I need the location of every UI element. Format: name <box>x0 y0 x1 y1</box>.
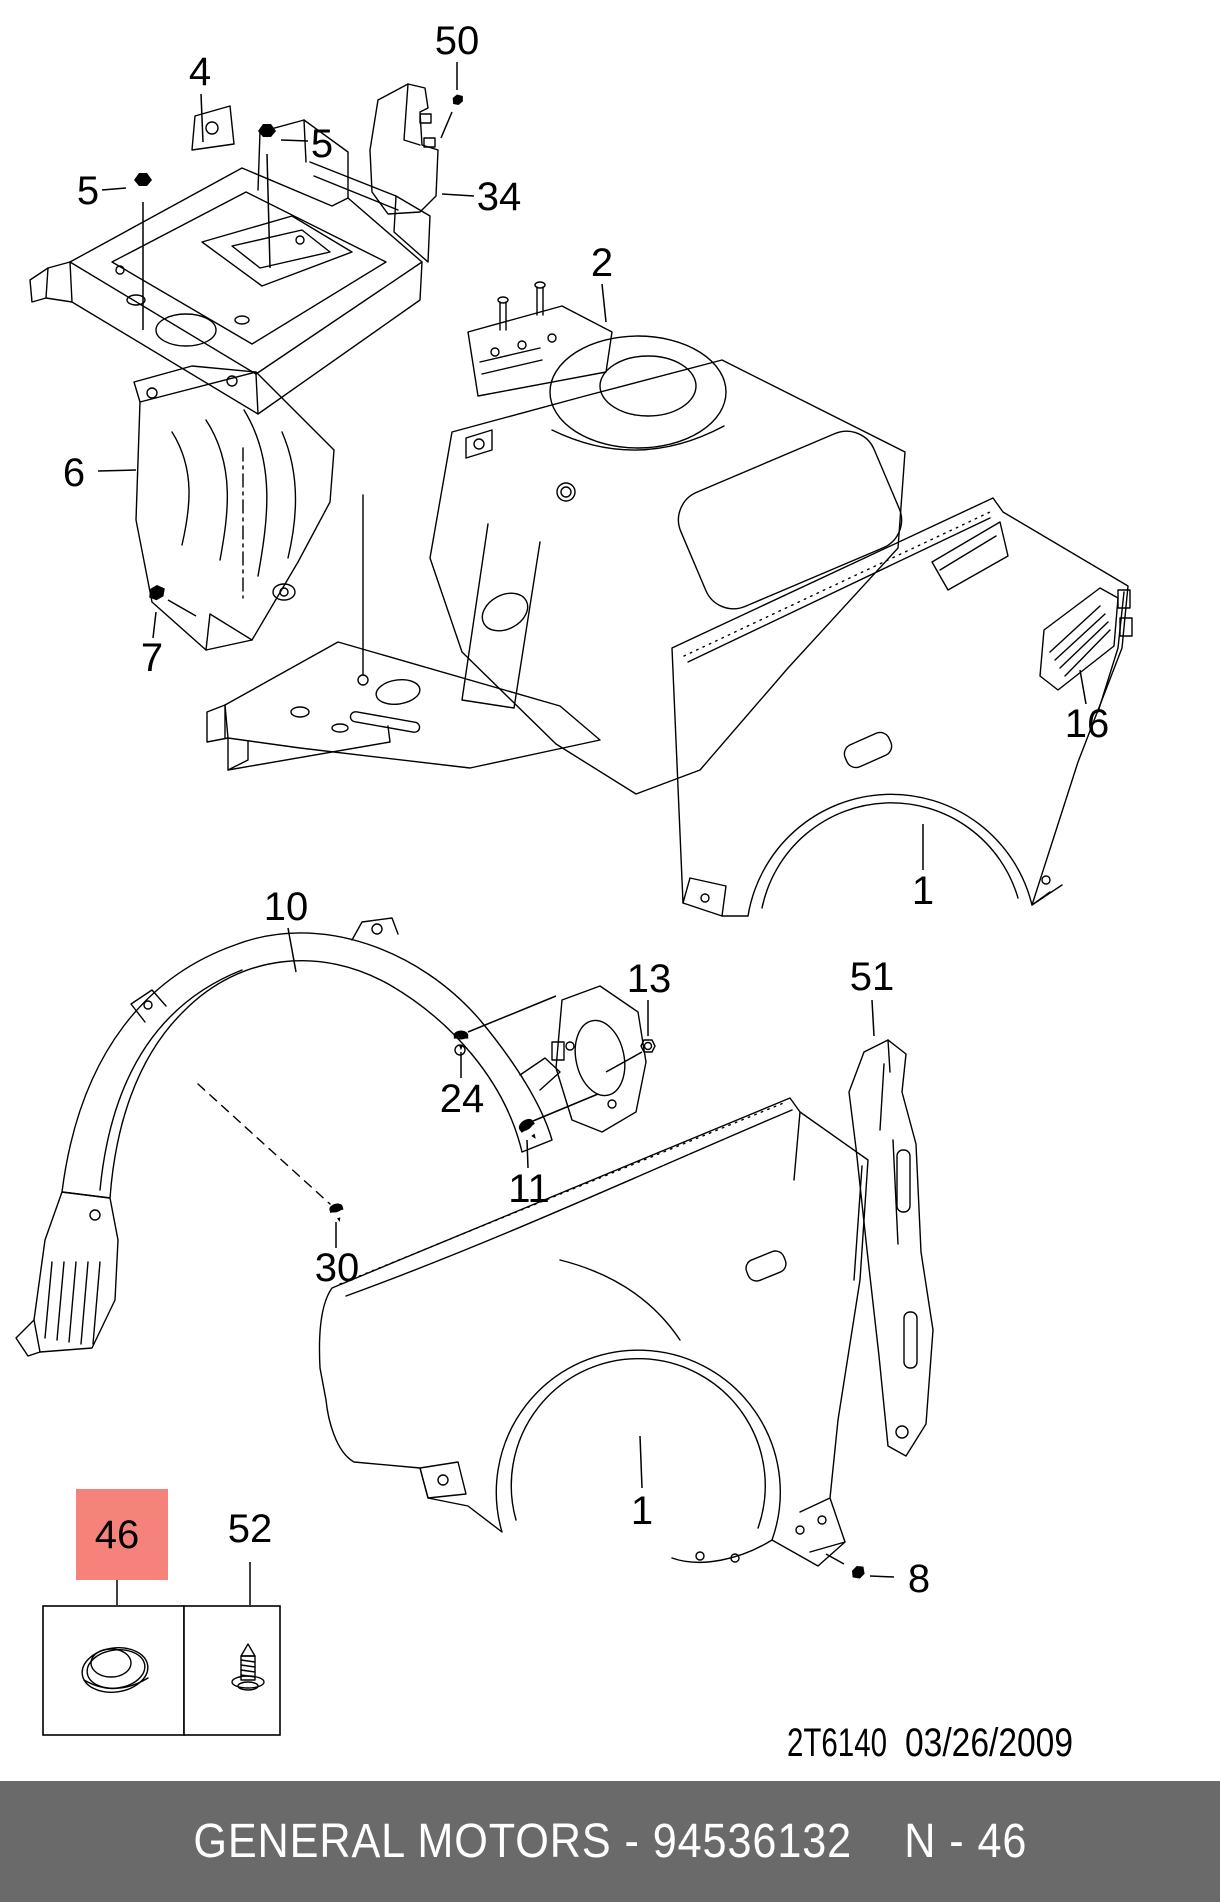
callout-51[interactable]: 51 <box>849 955 895 999</box>
screw-11-icon <box>517 1116 543 1143</box>
callout-2[interactable]: 2 <box>590 241 614 285</box>
callout-7[interactable]: 7 <box>140 636 164 680</box>
vent-grille-16-drawing <box>1040 588 1118 690</box>
fender-upper-drawing <box>672 498 1132 916</box>
sheet-date: 03/26/2009 <box>905 1721 1073 1765</box>
callout-52[interactable]: 52 <box>227 1507 273 1551</box>
screw-50-icon <box>450 92 473 116</box>
callout-labels <box>63 19 1109 1601</box>
legend-table <box>43 1606 280 1735</box>
liner-bracket-drawing <box>552 986 646 1132</box>
callout-50[interactable]: 50 <box>434 19 480 63</box>
callout-6[interactable]: 6 <box>62 451 86 495</box>
sheet-info <box>787 1721 1073 1765</box>
callout-13[interactable]: 13 <box>626 957 672 1001</box>
wheel-liner-10-drawing <box>16 918 560 1356</box>
legend-cell-46[interactable] <box>43 1606 184 1735</box>
bolt-7-icon <box>146 582 176 616</box>
callout-5-right[interactable]: 5 <box>310 122 334 166</box>
callout-1-lower[interactable]: 1 <box>630 1489 654 1533</box>
callout-16[interactable]: 16 <box>1064 702 1110 746</box>
callout-24[interactable]: 24 <box>439 1077 485 1121</box>
callout-4[interactable]: 4 <box>188 50 212 94</box>
footer-page-ref: N - 46 <box>903 1815 1028 1868</box>
screw-30-icon <box>328 1202 346 1224</box>
callout-46[interactable]: 46 <box>94 1513 140 1557</box>
callout-1-upper[interactable]: 1 <box>911 869 935 913</box>
callout-30[interactable]: 30 <box>314 1246 360 1290</box>
bolt-5-right-icon <box>258 124 276 153</box>
leader-lines <box>98 62 1086 1605</box>
footer-text <box>193 1814 1027 1869</box>
fender-lower-drawing <box>320 1098 869 1566</box>
callout-34[interactable]: 34 <box>476 175 522 219</box>
callout-11[interactable]: 11 <box>508 1167 550 1211</box>
callout-10[interactable]: 10 <box>263 885 309 929</box>
part-6-drawing <box>134 366 334 650</box>
part-34-drawing <box>370 84 438 214</box>
callout-8[interactable]: 8 <box>907 1557 931 1601</box>
footer-brand-part: GENERAL MOTORS - 94536132 <box>192 1815 852 1868</box>
callout-5-left[interactable]: 5 <box>76 169 100 213</box>
bolt-5-left-icon <box>134 173 152 202</box>
footer-bar <box>0 1781 1220 1902</box>
part-2-drawing <box>207 282 911 794</box>
sheet-code: 2T6140 <box>787 1721 887 1765</box>
bolt-8-icon <box>839 1553 867 1581</box>
legend-cell-52[interactable] <box>184 1606 280 1735</box>
